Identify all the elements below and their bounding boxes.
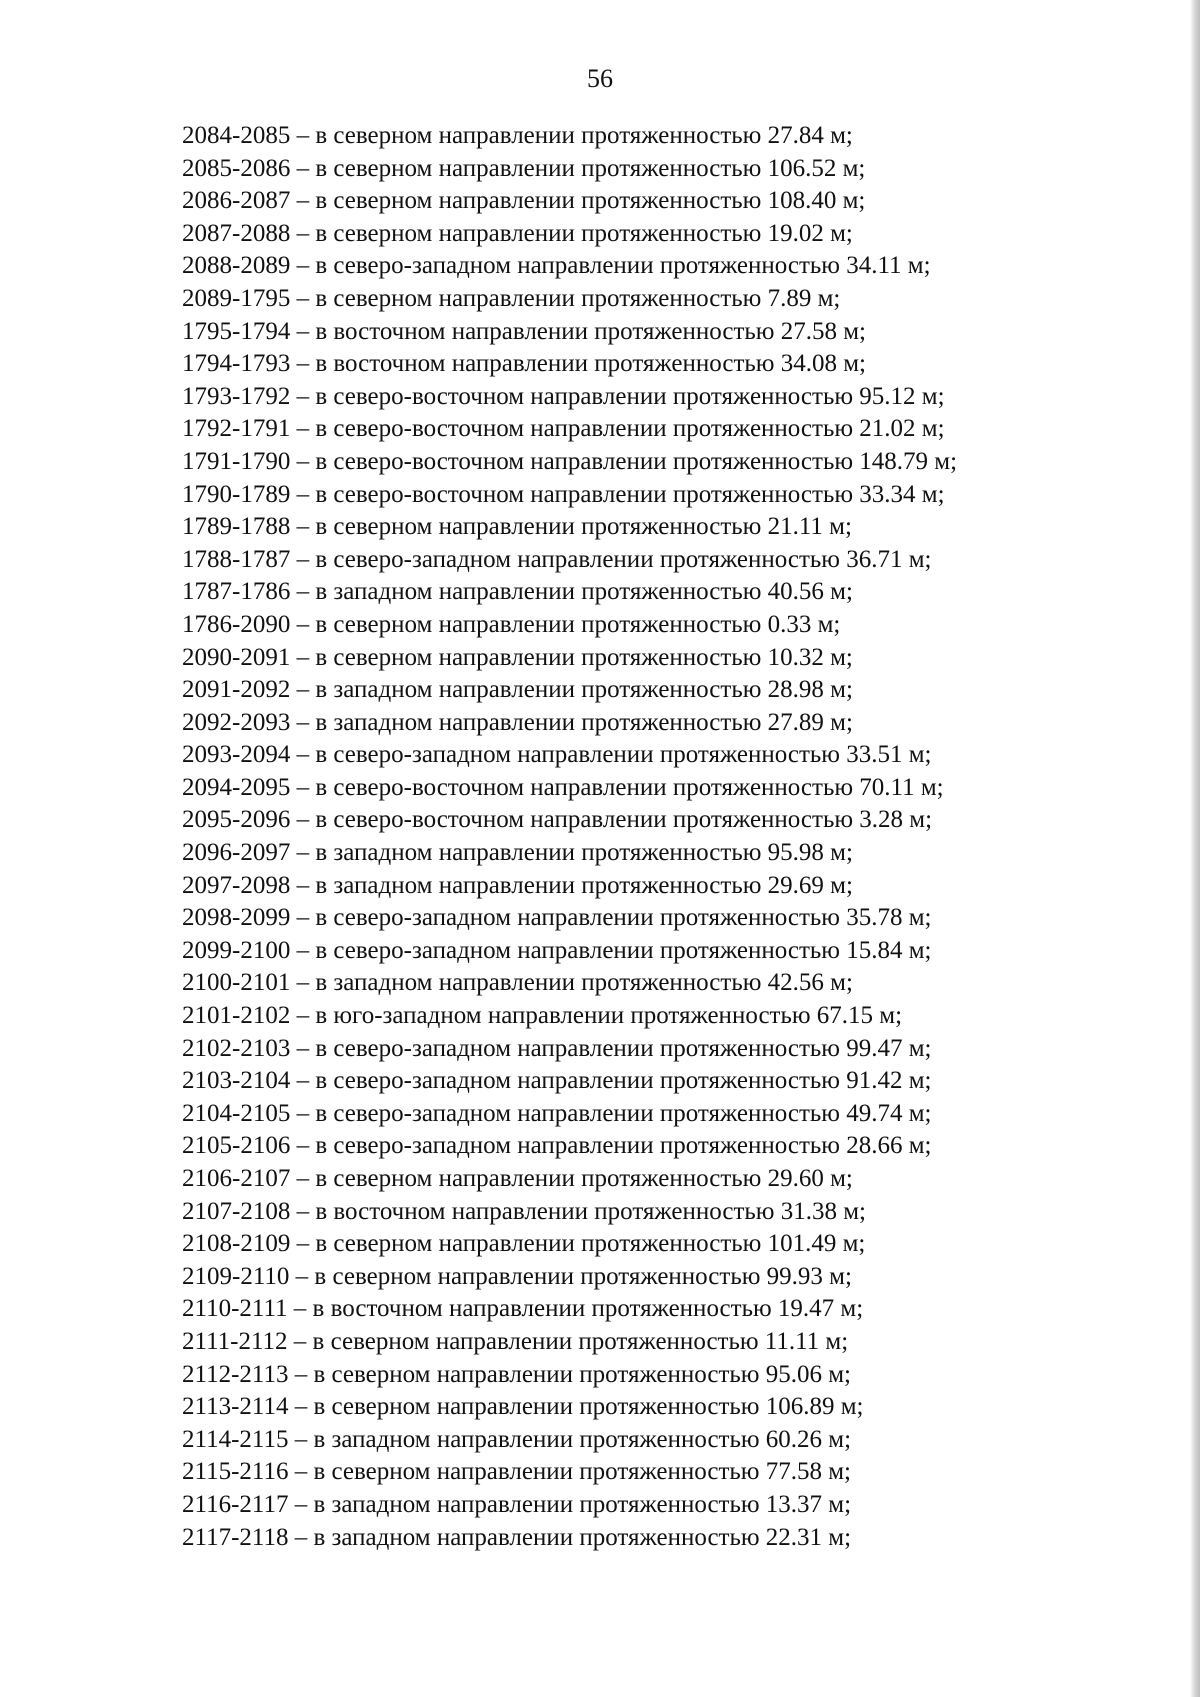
boundary-line: 2112-2113 – в северном направлении протяженностью 95.06 м; <box>182 1360 851 1388</box>
boundary-line: 1791-1790 – в северо-восточном направлении протяженностью 148.79 м; <box>182 447 958 475</box>
boundary-line: 2110-2111 – в восточном направлении протяженностью 19.47 м; <box>182 1295 864 1323</box>
boundary-line: 2091-2092 – в западном направлении протяженностью 28.98 м; <box>182 676 853 704</box>
page-edge-shadow <box>1190 0 1200 1697</box>
boundary-line: 2116-2117 – в западном направлении протяженностью 13.37 м; <box>182 1490 852 1518</box>
boundary-line: 2111-2112 – в северном направлении протяженностью 11.11 м; <box>182 1327 849 1355</box>
boundary-line: 1794-1793 – в восточном направлении протяженностью 34.08 м; <box>182 350 866 378</box>
boundary-line: 2115-2116 – в северном направлении протяженностью 77.58 м; <box>182 1458 851 1486</box>
boundary-line: 2089-1795 – в северном направлении протяженностью 7.89 м; <box>182 284 841 312</box>
boundary-line: 2092-2093 – в западном направлении протяженностью 27.89 м; <box>182 708 853 736</box>
boundary-line: 2117-2118 – в западном направлении протяженностью 22.31 м; <box>182 1523 852 1551</box>
boundary-line: 2095-2096 – в северо-восточном направлении протяженностью 3.28 м; <box>182 806 933 834</box>
boundary-line: 2098-2099 – в северо-западном направлении протяженностью 35.78 м; <box>182 904 932 932</box>
boundary-line: 2108-2109 – в северном направлении протяженностью 101.49 м; <box>182 1230 866 1258</box>
boundary-line: 1792-1791 – в северо-восточном направлении протяженностью 21.02 м; <box>182 415 945 443</box>
boundary-line: 2088-2089 – в северо-западном направлении протяженностью 34.11 м; <box>182 252 931 280</box>
boundary-line: 1790-1789 – в северо-восточном направлении протяженностью 33.34 м; <box>182 480 945 508</box>
boundary-line: 2107-2108 – в восточном направлении протяженностью 31.38 м; <box>182 1197 866 1225</box>
boundary-line: 2096-2097 – в западном направлении протяженностью 95.98 м; <box>182 839 853 867</box>
boundary-line: 2102-2103 – в северо-западном направлении протяженностью 99.47 м; <box>182 1034 932 1062</box>
boundary-line: 1786-2090 – в северном направлении протяженностью 0.33 м; <box>182 610 841 638</box>
boundary-line: 2114-2115 – в западном направлении протяженностью 60.26 м; <box>182 1425 852 1453</box>
boundary-line: 1787-1786 – в западном направлении протяженностью 40.56 м; <box>182 578 853 606</box>
boundary-line: 2101-2102 – в юго-западном направлении протяженностью 67.15 м; <box>182 1002 903 1030</box>
boundary-line: 2086-2087 – в северном направлении протяженностью 108.40 м; <box>182 187 866 215</box>
page-number: 56 <box>587 64 613 93</box>
boundary-line: 2109-2110 – в северном направлении протяженностью 99.93 м; <box>182 1262 852 1290</box>
boundary-line: 2106-2107 – в северном направлении протяженностью 29.60 м; <box>182 1165 853 1192</box>
boundary-line: 2087-2088 – в северном направлении протяженностью 19.02 м; <box>182 219 853 247</box>
boundary-line: 2085-2086 – в северном направлении протяженностью 106.52 м; <box>182 154 866 182</box>
boundary-line: 2105-2106 – в северо-западном направлении протяженностью 28.66 м; <box>182 1132 932 1160</box>
boundary-line: 2113-2114 – в северном направлении протяженностью 106.89 м; <box>182 1393 864 1421</box>
boundary-line: 2097-2098 – в западном направлении протяженностью 29.69 м; <box>182 871 853 899</box>
boundary-line: 2100-2101 – в западном направлении протяженностью 42.56 м; <box>182 969 853 997</box>
boundary-line: 1788-1787 – в северо-западном направлении протяженностью 36.71 м; <box>182 545 932 573</box>
boundary-line: 1793-1792 – в северо-восточном направлении протяженностью 95.12 м; <box>182 382 945 410</box>
boundary-line: 2104-2105 – в северо-западном направлении протяженностью 49.74 м; <box>182 1099 932 1127</box>
boundary-line: 1795-1794 – в восточном направлении протяженностью 27.58 м; <box>182 317 866 345</box>
boundary-line: 2084-2085 – в северном направлении протяженностью 27.84 м; <box>182 122 853 149</box>
boundary-line: 2103-2104 – в северо-западном направлении протяженностью 91.42 м; <box>182 1067 932 1095</box>
boundary-line: 2094-2095 – в северо-восточном направлении протяженностью 70.11 м; <box>182 773 944 801</box>
boundary-description-list <box>182 120 1082 1554</box>
boundary-line: 2099-2100 – в северо-западном направлении протяженностью 15.84 м; <box>182 936 932 964</box>
boundary-line: 2093-2094 – в северо-западном направлении протяженностью 33.51 м; <box>182 741 932 769</box>
boundary-line: 1789-1788 – в северном направлении протяженностью 21.11 м; <box>182 513 852 541</box>
boundary-line: 2090-2091 – в северном направлении протяженностью 10.32 м; <box>182 643 853 671</box>
